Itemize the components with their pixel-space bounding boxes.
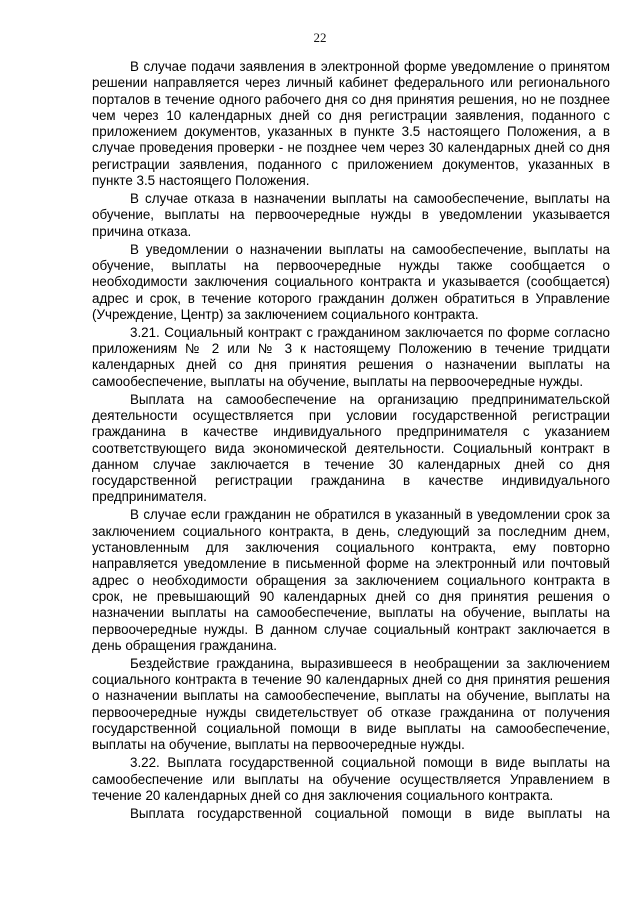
paragraph-3-22: 3.22. Выплата государственной социальной помощи в виде выплаты на самообеспечение или выплаты на обучение осуществляется Управлением в течение 20 календарных дней со дня заключения социального контракта. xyxy=(92,755,610,803)
paragraph-entrepreneur-payment: Выплата на самообеспечение на организацию предпринимательской деятельности осуществляется при условии государственной регистрации гражданина в качестве индивидуального предпринимателя с указанием соответствующего вида экономической деятельности. Социальный контракт в данном случае заключается в течение 30 календарных дней со дня государственной регистрации гражданина в качестве индивидуального предпринимателя. xyxy=(92,391,610,505)
paragraph-continued: Выплата государственной социальной помощи в виде выплаты на xyxy=(130,805,610,821)
document-body xyxy=(92,59,610,824)
paragraph-3-21: 3.21. Социальный контракт с гражданином заключается по форме согласно приложениям № 2 или № 3 к настоящему Положению в течение тридцати календарных дней со дня принятия решения о назначении выплаты на самообеспечение, выплаты на обучение, выплаты на первоочередные нужды. xyxy=(92,324,610,389)
paragraph-repeat-notification: В случае если гражданин не обратился в указанный в уведомлении срок за заключением социального контракта, в день, следующий за последним днем, установленным для заключения социального контракта, ему повторно направляется уведомление в письменной форме на электронный или почтовый адрес о необходимости обращения за заключением социального контракта в срок, не превышающий 90 календарных дней со дня принятия решения о назначении выплаты на самообеспечение, выплаты на обучение, выплаты на первоочередные нужды. В данном случае социальный контракт заключается в день обращения гражданина. xyxy=(92,507,610,653)
paragraph-inaction-refusal: Бездействие гражданина, выразившееся в необращении за заключением социального контракта в течение 90 календарных дней со дня принятия решения о назначении выплаты на самообеспечение, выплаты на обучение, выплаты на первоочередные нужды свидетельствует об отказе гражданина от получения государственной социальной помощи в виде выплаты на самообеспечение, выплаты на обучение, выплаты на первоочередные нужды. xyxy=(92,655,610,753)
paragraph-electronic-notification: В случае подачи заявления в электронной форме уведомление о принятом решении направляется через личный кабинет федерального или регионального порталов в течение одного рабочего дня со дня принятия решения, но не позднее чем через 10 календарных дней со дня регистрации заявления, поданного с приложением документов, указанных в пункте 3.5 настоящего Положения, а в случае проведения проверки - не позднее чем через 30 календарных дней со дня регистрации заявления, поданного с приложением документов, указанных в пункте 3.5 настоящего Положения. xyxy=(92,59,610,189)
page-number: 22 xyxy=(313,30,327,45)
paragraph-contract-notice: В уведомлении о назначении выплаты на самообеспечение, выплаты на обучение, выплаты на первоочередные нужды также сообщается о необходимости заключения социального контракта и указывается (сообщается) адрес и срок, в течение которого гражданин должен обратиться в Управление (Учреждение, Центр) за заключением социального контракта. xyxy=(92,241,610,322)
paragraph-refusal-reason: В случае отказа в назначении выплаты на самообеспечение, выплаты на обучение, выплаты на первоочередные нужды в уведомлении указывается причина отказа. xyxy=(92,191,610,239)
